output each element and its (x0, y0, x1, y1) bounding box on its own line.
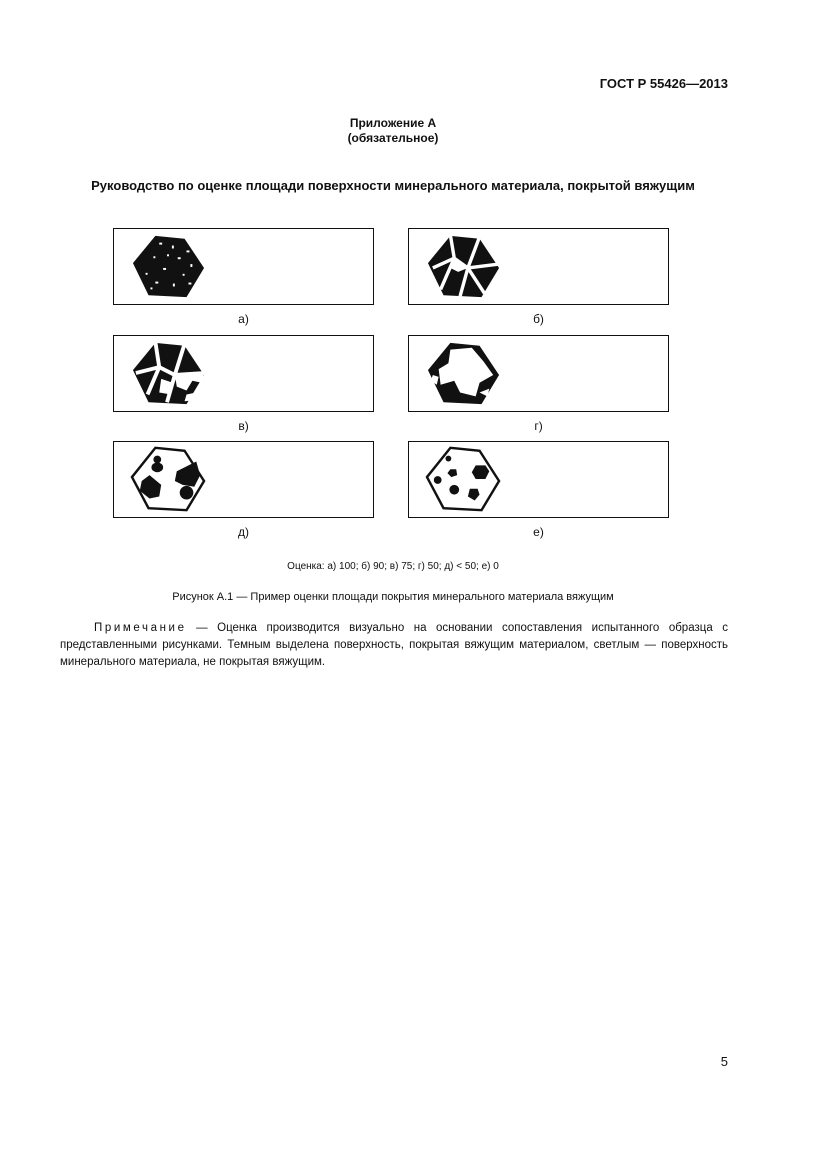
note-lead: Примечание (94, 622, 187, 634)
score-line: Оценка: а) 100; б) 90; в) 75; г) 50; д) < 50; е) 0 (287, 561, 499, 572)
figure-panel-b (408, 228, 669, 305)
panel-label: д) (238, 525, 249, 539)
document-title: Руководство по оценке площади поверхности минерального материала, покрытой вяжущим (91, 178, 695, 193)
stone-mostly-coated-image (409, 229, 668, 304)
panel-label: г) (534, 419, 543, 433)
stone-fully-coated-image (114, 229, 373, 304)
annex-status: (обязательное) (347, 131, 439, 145)
note (60, 620, 728, 671)
panel-label: б) (533, 312, 544, 326)
figure-panel-e (408, 441, 669, 518)
figure-panel-d (113, 441, 374, 518)
annex-heading (0, 116, 786, 146)
note-text: — Оценка производится визуально на основании сопоставления испытанного образца с представленными рисунками. Темным выделена поверхность, покрытая вяжущим материалом, светлым — поверхность минерального материала, не покрытая вяжущим. (60, 622, 728, 668)
figure-caption: Рисунок А.1 — Пример оценки площади покрытия минерального материала вяжущим (172, 591, 614, 603)
page-number: 5 (720, 1054, 728, 1069)
figure-panel-g (408, 335, 669, 412)
panel-label: в) (238, 419, 249, 433)
panel-label: е) (533, 525, 544, 539)
annex-title: Приложение А (349, 116, 437, 130)
stone-three-quarters-coated-image (114, 336, 373, 411)
standard-number: ГОСТ Р 55426—2013 (599, 76, 728, 91)
panel-label: а) (238, 312, 249, 326)
figure-panel-a (113, 228, 374, 305)
stone-less-than-half-coated-image (114, 442, 373, 517)
stone-half-coated-image (409, 336, 668, 411)
figure-panel-v (113, 335, 374, 412)
stone-uncoated-image (409, 442, 668, 517)
